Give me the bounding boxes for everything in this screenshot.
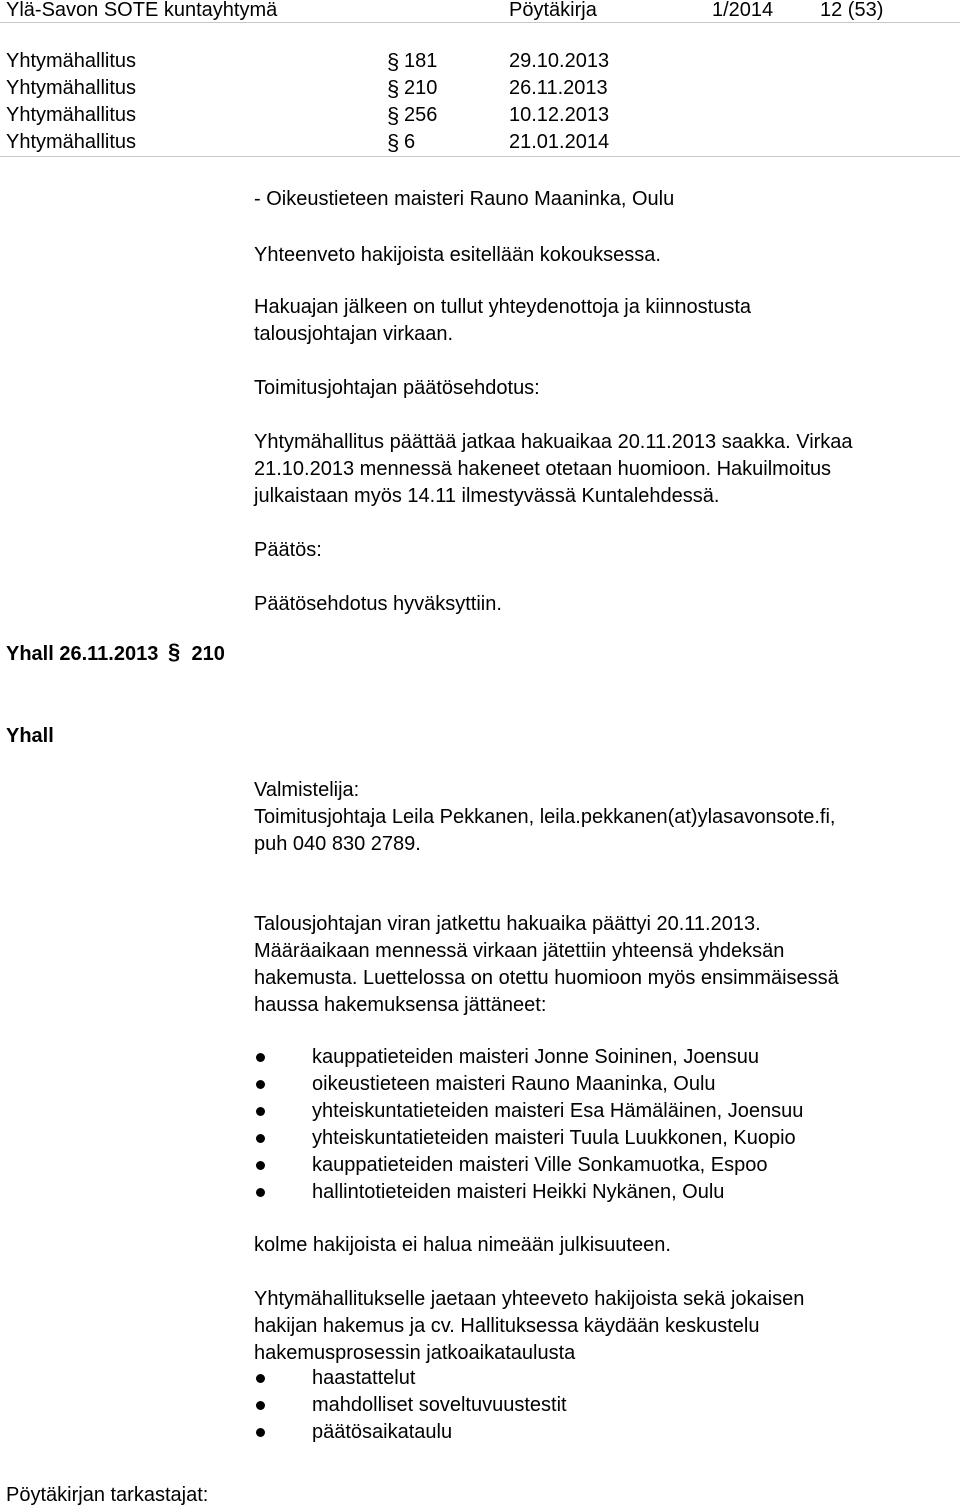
bullet-icon <box>256 1053 265 1062</box>
bullet-icon <box>256 1161 265 1170</box>
page-number: 12 (53) <box>820 0 884 21</box>
section-reference: Yhall 26.11.2013 § 210 <box>6 641 225 665</box>
section-sign-icon <box>383 132 405 154</box>
body-label: Yhall <box>6 725 54 747</box>
ref-number: 6 <box>404 131 416 153</box>
bullet-icon <box>256 1107 265 1116</box>
applicant-list <box>254 1044 803 1206</box>
ref-number: 210 <box>404 77 438 99</box>
summary-text: Yhteenveto hakijoista esitellään kokouksessa. <box>254 244 661 266</box>
applicant-line: - Oikeustieteen maisteri Rauno Maaninka, Oulu <box>254 188 675 210</box>
list-item: haastattelut <box>254 1365 567 1392</box>
reviewers-label: Pöytäkirjan tarkastajat: <box>6 1484 209 1506</box>
header-divider <box>0 22 960 23</box>
svg-text:§: § <box>167 641 181 663</box>
org-name: Ylä-Savon SOTE kuntayhtymä <box>6 0 278 21</box>
intro-paragraph: Talousjohtajan viran jatkettu hakuaika päättyi 20.11.2013. Määräaikaan mennessä virkaan jätettiin yhteensä yhdeksän hakemusta. Luettelossa on otettu huomioon myös ensimmäisessä haussa hakemuksensa jättäneet: <box>254 913 839 1016</box>
bullet-icon <box>256 1134 265 1143</box>
decision-text: Päätösehdotus hyväksyttiin. <box>254 593 502 615</box>
ref-number: 181 <box>404 50 438 72</box>
proposal-paragraph: Yhtymähallitus päättää jatkaa hakuaikaa 20.11.2013 saakka. Virkaa 21.10.2013 mennessä hakeneet otetaan huomioon. Hakuilmoitus julkaistaan myös 14.11 ilmestyvässä Kuntalehdessä. <box>254 431 853 507</box>
preparer-heading: Valmistelija: <box>254 779 360 801</box>
ref-date: 10.12.2013 <box>509 104 610 126</box>
preparer-block: Valmistelija: Toimitusjohtaja Leila Pekkanen, leila.pekkanen(at)ylasavonsote.fi, puh 040 830 2789. <box>254 779 836 855</box>
ref-body: Yhtymähallitus <box>6 50 137 72</box>
bullet-icon <box>256 1428 265 1437</box>
section-sign-icon <box>383 105 405 127</box>
doc-number: 1/2014 <box>712 0 774 21</box>
reference-divider <box>0 156 960 157</box>
svg-text:§: § <box>387 78 400 100</box>
contact-paragraph: Hakuajan jälkeen on tullut yhteydenottoja ja kiinnostusta talousjohtajan virkaan. <box>254 296 751 345</box>
list-item: oikeustieteen maisteri Rauno Maaninka, Oulu <box>254 1071 803 1098</box>
bullet-icon <box>256 1401 265 1410</box>
ref-number: 256 <box>404 104 438 126</box>
svg-text:§: § <box>387 51 400 73</box>
svg-text:§: § <box>387 132 400 154</box>
list-item: päätösaikataulu <box>254 1419 567 1446</box>
proposal-heading: Toimitusjohtajan päätösehdotus: <box>254 377 540 399</box>
ref-body: Yhtymähallitus <box>6 104 137 126</box>
list-item: kauppatieteiden maisteri Ville Sonkamuotka, Espoo <box>254 1152 803 1179</box>
ref-date: 26.11.2013 <box>509 77 608 99</box>
list-item: yhteiskuntatieteiden maisteri Esa Hämäläinen, Joensuu <box>254 1098 803 1125</box>
bullet-icon <box>256 1374 265 1383</box>
section-sign-icon <box>383 78 405 100</box>
list-item: kauppatieteiden maisteri Jonne Soininen, Joensuu <box>254 1044 803 1071</box>
anonymous-note: kolme hakijoista ei halua nimeään julkisuuteen. <box>254 1234 671 1256</box>
list-item: hallintotieteiden maisteri Heikki Nykänen, Oulu <box>254 1179 803 1206</box>
section-sign-icon <box>383 51 405 73</box>
bullet-icon <box>256 1080 265 1089</box>
doc-type: Pöytäkirja <box>509 0 597 21</box>
section-sign-icon <box>164 641 186 663</box>
ref-body: Yhtymähallitus <box>6 77 137 99</box>
ref-body: Yhtymähallitus <box>6 131 137 153</box>
decision-heading: Päätös: <box>254 539 322 561</box>
process-steps-list <box>254 1365 567 1446</box>
process-paragraph: Yhtymähallitukselle jaetaan yhteeveto hakijoista sekä jokaisen hakijan hakemus ja cv. Hallituksessa käydään keskustelu hakemusprosessin jatkoaikataulusta <box>254 1288 805 1364</box>
ref-date: 21.01.2014 <box>509 131 610 153</box>
svg-text:§: § <box>387 105 400 127</box>
ref-date: 29.10.2013 <box>509 50 610 72</box>
bullet-icon <box>256 1188 265 1197</box>
list-item: mahdolliset soveltuvuustestit <box>254 1392 567 1419</box>
list-item: yhteiskuntatieteiden maisteri Tuula Luukkonen, Kuopio <box>254 1125 803 1152</box>
